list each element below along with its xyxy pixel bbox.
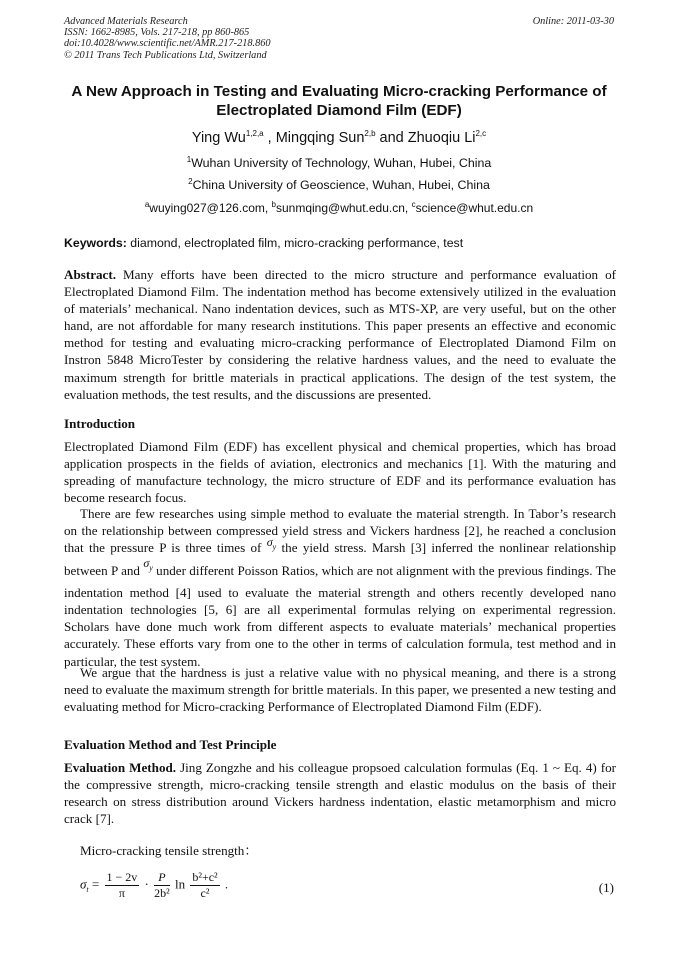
evaluation-heading: Evaluation Method and Test Principle: [64, 737, 277, 752]
evaluation-paragraph: [64, 759, 616, 827]
journal-name: Advanced Materials Research: [64, 16, 188, 27]
intro-paragraph-3: We argue that the hardness is just a relative value with no physical meaning, and there is a strong need to evaluate the maximum strength for brittle materials. In this paper, we presented a new testing and evaluating method for Micro-cracking Performance of Electroplated Diamond Film (EDF).: [64, 665, 616, 715]
equation-number: (1): [598, 880, 614, 895]
eq-denominator: 2b²: [154, 886, 170, 900]
sigma-y-symbol: [143, 555, 153, 573]
author-emails: [0, 201, 678, 215]
email-link[interactable]: wuying027@126.com,: [149, 201, 272, 215]
email-sup: c: [411, 200, 416, 209]
affiliation-1: [0, 156, 678, 170]
email-link[interactable]: science@whut.edu.cn: [415, 201, 534, 215]
affiliation-sup: 2: [188, 176, 193, 186]
eq-fraction: [105, 870, 140, 901]
affiliation-text: China University of Geoscience, Wuhan, Hubei, China: [192, 178, 490, 192]
eq-fraction: [190, 870, 219, 901]
author-sup: 2,b: [364, 129, 376, 139]
author-sup: 2,c: [475, 129, 487, 139]
eq-lhs: σ: [80, 876, 87, 892]
intro-paragraph-1: Electroplated Diamond Film (EDF) has excellent physical and chemical properties, which has broad application prospects in the fields of aviation, electronics and mechanics [1]. With the maturing and spreading of manufacture technology, the micro structure of EDF and its performance evaluation has become research focus.: [64, 439, 616, 506]
sigma-glyph: σ: [143, 555, 150, 570]
evaluation-label: Evaluation Method.: [64, 760, 177, 775]
affiliation-2: [0, 178, 678, 192]
equation-1: [80, 870, 620, 910]
paragraph-text: There are few researches using simple method to evaluate the material strength. In Tabor’s research on the relationship between compressed yield stress and Vickers hardness [2], he reached a conclusion that the pressure P is three times of: [64, 506, 616, 556]
eq-equals: =: [88, 876, 103, 892]
paragraph-text: the yield stress. Marsh [3] inferred the nonlinear relationship between P and: [64, 540, 616, 578]
author-separator: and: [375, 130, 408, 146]
doi-line: doi:10.4028/www.scientific.net/AMR.217-218.860: [64, 38, 271, 50]
email-sup: a: [144, 200, 150, 209]
equation-label: Micro-cracking tensile strength：: [80, 843, 258, 858]
author-sup: 1,2,a: [245, 129, 264, 139]
eq-fraction: [154, 870, 170, 901]
author-separator: ,: [263, 130, 276, 146]
copyright-line: © 2011 Trans Tech Publications Ltd, Switzerland: [64, 49, 267, 61]
paragraph-text: under different Poisson Ratios, which are not alignment with the previous findings. The indentation method [4] used to evaluate the material strength and others recently developed nano indentation technologies [5, 6] are all experimental formulas relying on experimental regression. Scholars have done much work from different aspects to evaluate materials’ mechanical properties accurately. These efforts vary from one to the other in terms of calculation formula, test method and in particular, the test system.: [64, 562, 616, 669]
abstract: [64, 266, 616, 403]
eq-numerator: 1 − 2v: [106, 870, 138, 884]
evaluation-text: Jing Zongzhe and his colleague propsoed calculation formulas (Eq. 1 ~ Eq. 4) for the compressive strength, micro-cracking tensile strength and elastic modulus on the basis of their research on stress distribution around Vickers hardness indentation, elastic metamorphism and micro crack [7].: [64, 760, 617, 827]
author-name: Mingqing Sun: [275, 130, 365, 146]
eq-denominator: π: [118, 886, 125, 900]
eq-lhs-sub: t: [86, 885, 89, 895]
journal-metadata: [64, 16, 271, 61]
keywords: [64, 236, 616, 250]
eq-denominator: c²: [200, 886, 210, 900]
keywords-text: diamond, electroplated film, micro-cracking performance, test: [126, 236, 464, 250]
author-list: [0, 130, 678, 146]
email-link[interactable]: sunmqing@whut.edu.cn,: [275, 201, 412, 215]
intro-paragraph-2: [64, 505, 616, 670]
sigma-y-symbol: [266, 535, 277, 552]
introduction-heading: Introduction: [64, 416, 136, 431]
email-sup: b: [271, 200, 276, 209]
eq-end: .: [221, 876, 229, 892]
abstract-text: Many efforts have been directed to the micro structure and performance evaluation of Electroplated Diamond Film. The indentation method has become extensively utilized in the evaluation of materials’ mechanical. Nano indentation devices, such as MTS-XP, are very useful, but on the other hand, are not affordable for many research institutions. This paper presents an effective and economic method for testing and evaluating micro-cracking performance of Electroplated Diamond Film on Instron 5848 MicroTester by considering the relative hardness values, and the need to evaluate the maximum strength for brittle materials in practical applications. The design of the test system, the evaluation methods, the test results, and the discussions are presented.: [64, 267, 616, 402]
keywords-label: Keywords:: [64, 236, 127, 250]
sigma-subscript: y: [272, 542, 277, 552]
eq-ln: ln: [174, 876, 186, 892]
eq-numerator: b²+c²: [192, 870, 218, 884]
author-name: Zhuoqiu Li: [407, 130, 476, 146]
online-date: Online: 2011-03-30: [532, 16, 614, 27]
sigma-subscript: y: [149, 563, 153, 573]
eq-numerator: P: [154, 870, 170, 886]
affiliation-text: Wuhan University of Technology, Wuhan, Hubei, China: [191, 156, 492, 170]
author-name: Ying Wu: [191, 130, 246, 146]
affiliation-sup: 1: [186, 154, 192, 164]
issn-line: ISSN: 1662-8985, Vols. 217-218, pp 860-865: [64, 27, 250, 39]
sigma-glyph: σ: [266, 535, 273, 550]
abstract-label: Abstract.: [64, 267, 116, 282]
paper-title: A New Approach in Testing and Evaluating Micro-cracking Performance of Electroplated Diamond Film (EDF): [71, 83, 607, 119]
eq-dot: ·: [141, 876, 153, 892]
